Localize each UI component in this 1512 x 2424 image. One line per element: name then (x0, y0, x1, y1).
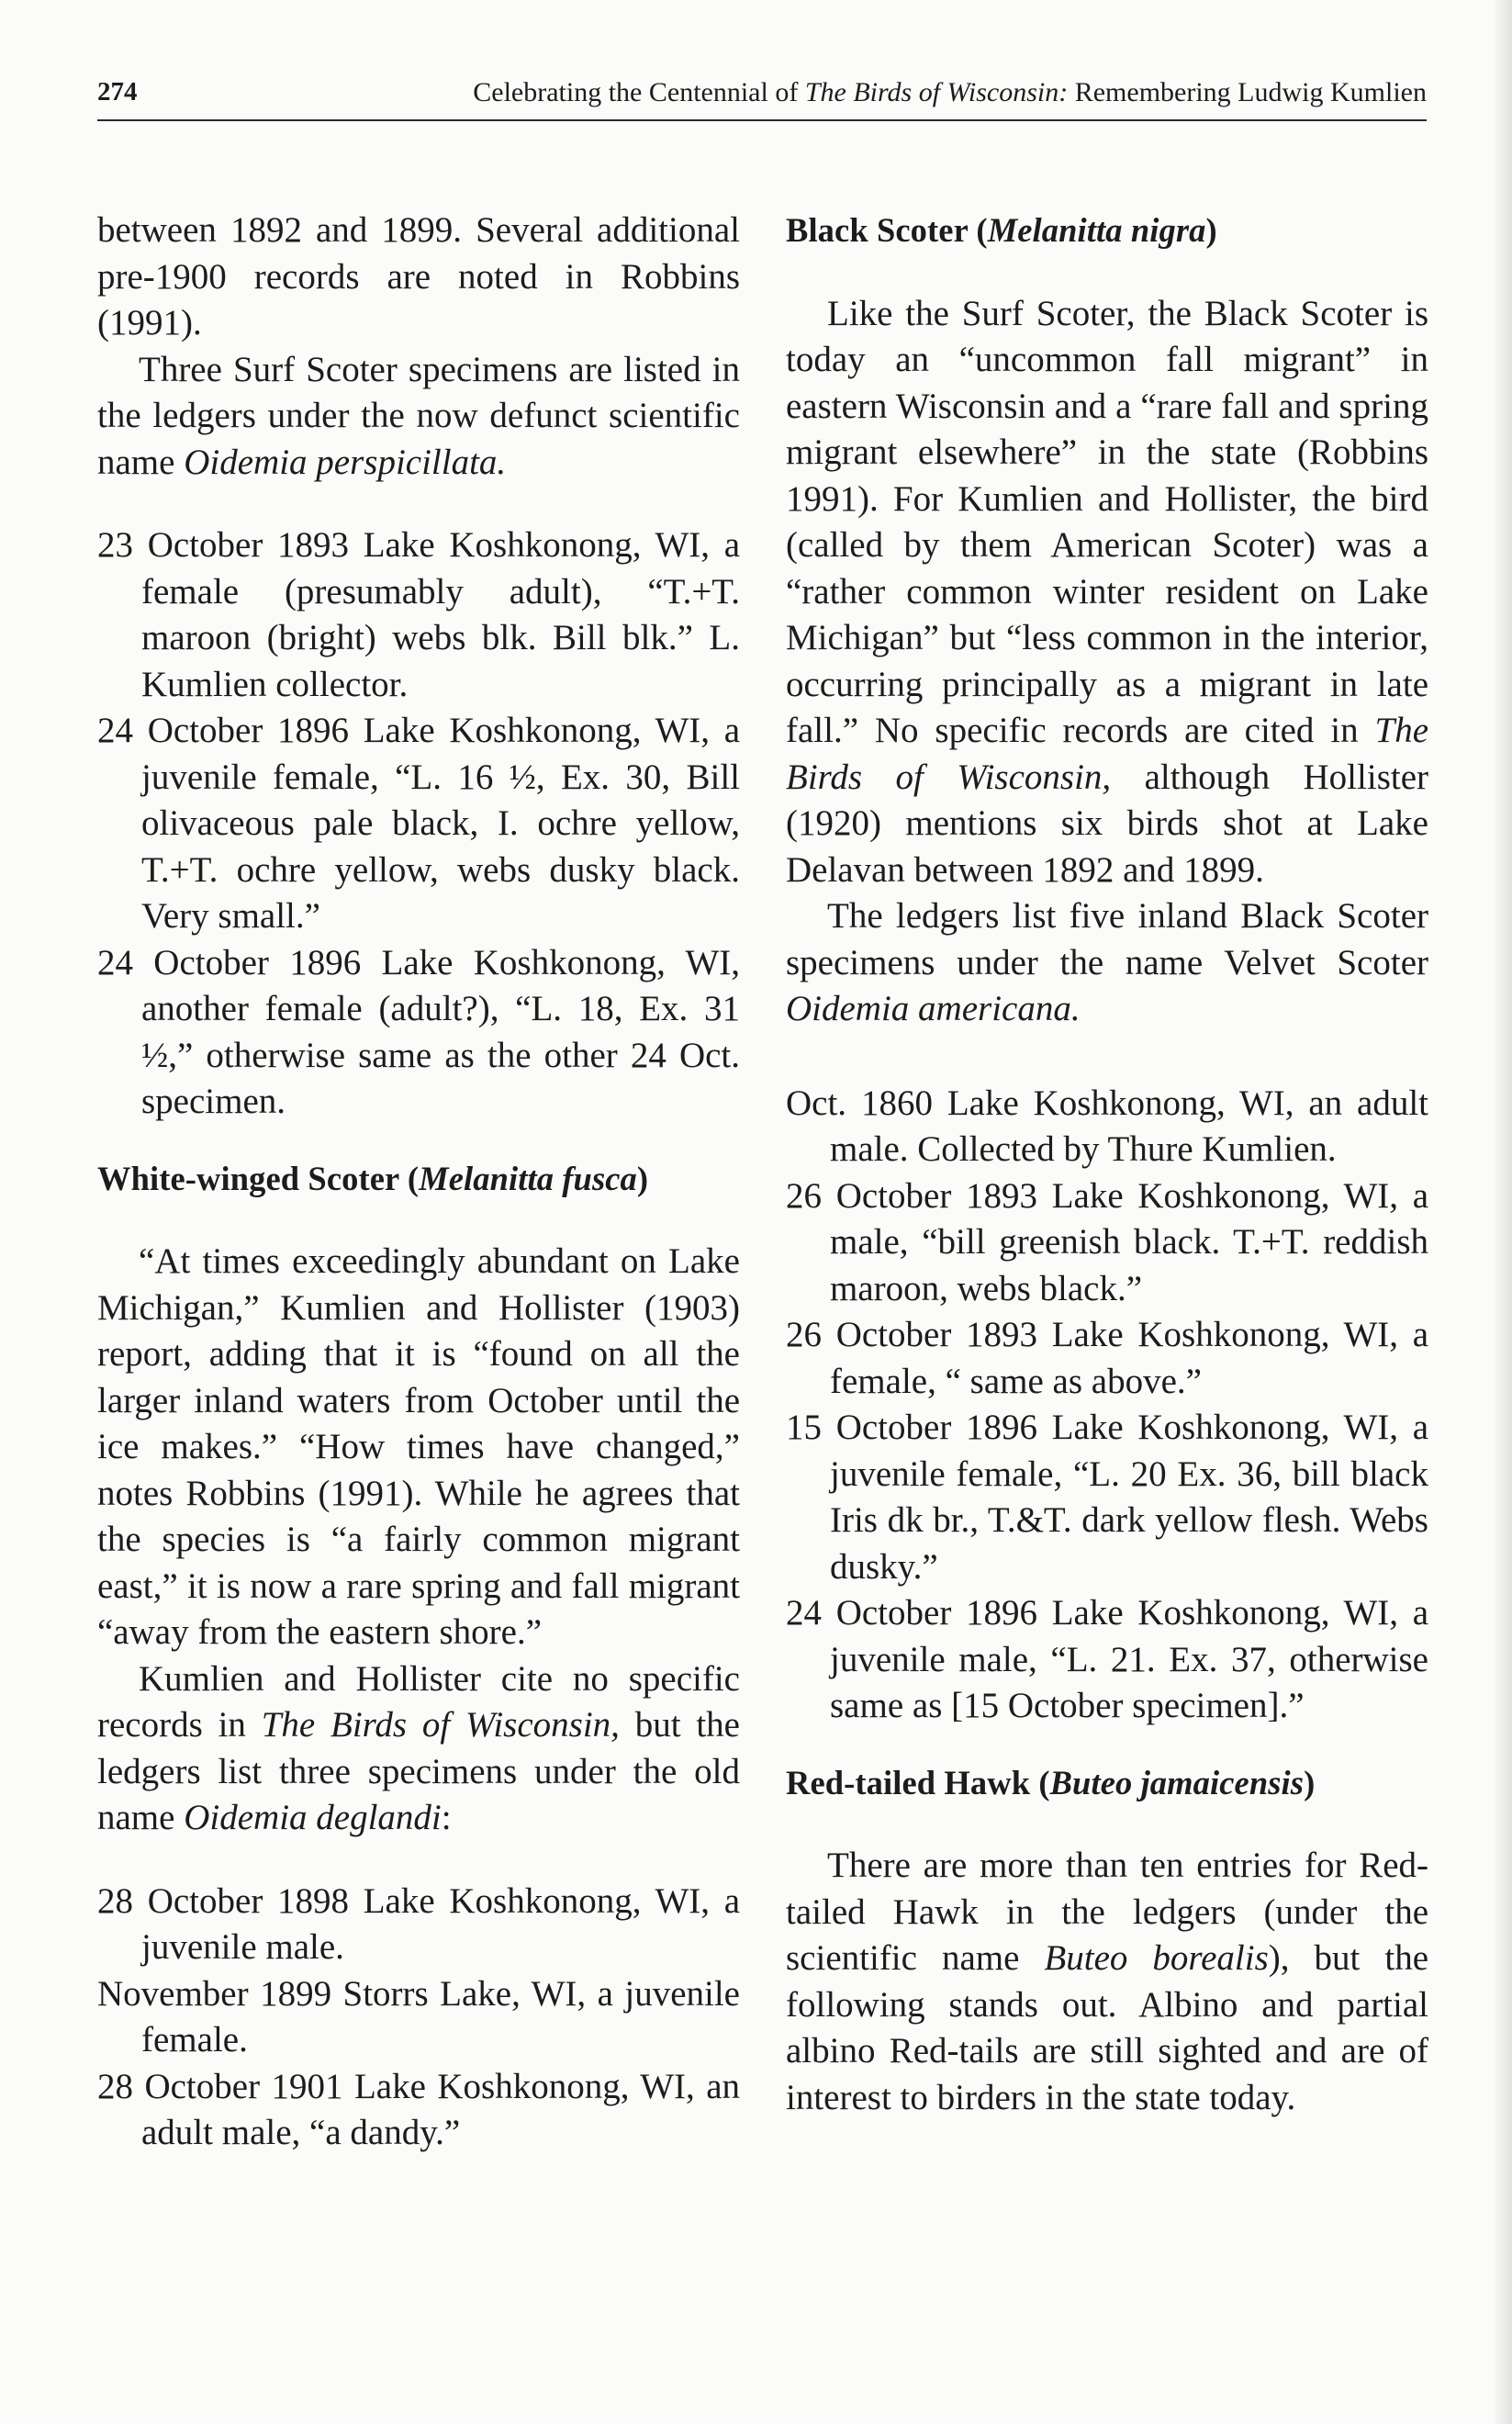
white-winged-scoter-paragraph: “At times exceedingly abundant on Lake Michigan,” Kumlien and Hollister (1903) report, adding that it is “found on all the larger inland waters from October until the ice makes.” “How times have changed,” notes Robbins (1991). While he agrees that the species is “a fairly common migrant east,” it is now a rare spring and fall migrant “away from the eastern shore.” (97, 1241, 740, 1652)
white-winged-scoter-ledger-paragraph: Kumlien and Hollister cite no specific records in The Birds of Wisconsin, but the ledgers list three specimens under the old name Oidemia deglandi: (97, 1658, 740, 1837)
specimen-record: 24 October 1896 Lake Koshkonong, WI, a juvenile female, “L. 16 ½, Ex. 30, Bill olivaceous pale black, I. ochre yellow, T.+T. ochre yellow, webs dusky black. Very small.” (97, 711, 740, 936)
black-scoter-ledger-paragraph: The ledgers list five inland Black Scoter specimens under the name Velvet Scoter Oidemia americana. (786, 896, 1428, 1028)
right-column (786, 208, 1428, 2121)
species-heading-red-tailed-hawk: Red-tailed Hawk (Buteo jamaicensis) (786, 1763, 1316, 1801)
red-tailed-hawk-paragraph: There are more than ten entries for Red-tailed Hawk in the ledgers (under the scientific name Buteo borealis), but the following stands out. Albino and partial albino Red-tails are still sighted and are of interest to birders in the state today. (786, 1846, 1429, 2117)
running-head: Celebrating the Centennial of The Birds of Wisconsin: Remembering Ludwig Kumlien (473, 77, 1427, 107)
specimen-record: 24 October 1896 Lake Koshkonong, WI, another female (adult?), “L. 18, Ex. 31 ½,” otherwise same as the other 24 Oct. specimen. (97, 942, 740, 1121)
specimen-record: 28 October 1901 Lake Koshkonong, WI, an adult male, “a dandy.” (97, 2066, 740, 2152)
specimen-record: 24 October 1896 Lake Koshkonong, WI, a juvenile male, “L. 21. Ex. 37, otherwise same as [15 October specimen].” (786, 1593, 1428, 1725)
specimen-record: November 1899 Storrs Lake, WI, a juvenile female. (97, 1973, 740, 2059)
specimen-record: 23 October 1893 Lake Koshkonong, WI, a female (presumably adult), “T.+T. maroon (bright) webs blk. Bill blk.” L. Kumlien collector. (97, 525, 740, 704)
header-rule (97, 119, 1427, 121)
left-column (97, 208, 740, 2157)
species-heading-white-winged-scoter: White-winged Scoter (Melanitta fusca) (97, 1159, 649, 1197)
specimen-record: 28 October 1898 Lake Koshkonong, WI, a juvenile male. (97, 1880, 740, 1967)
specimen-record: Oct. 1860 Lake Koshkonong, WI, an adult male. Collected by Thure Kumlien. (786, 1083, 1428, 1169)
surf-scoter-paragraph-end: between 1892 and 1899. Several additional pre-1900 records are noted in Robbins (1991). (97, 210, 740, 342)
page-edge-shadow (1492, 0, 1512, 2424)
page-number: 274 (97, 77, 138, 107)
specimen-record: 26 October 1893 Lake Koshkonong, WI, a female, “ same as above.” (786, 1315, 1428, 1401)
black-scoter-paragraph: Like the Surf Scoter, the Black Scoter is today an “uncommon fall migrant” in eastern Wisconsin and a “rare fall and spring migrant elsewhere” in the state (Robbins 1991). For Kumlien and Hollister, the bird (called by them American Scoter) was a “rather common winter resident on Lake Michigan” but “less common in the interior, occurring principally as a migrant in late fall.” No specific records are cited in The Birds of Wisconsin, although Hollister (1920) mentions six birds shot at Lake Delavan between 1892 and 1899. (786, 293, 1429, 890)
surf-scoter-ledger-paragraph: Three Surf Scoter specimens are listed in the ledgers under the now defunct scientific name Oidemia perspicillata. (97, 349, 740, 482)
specimen-record: 15 October 1896 Lake Koshkonong, WI, a juvenile female, “L. 20 Ex. 36, bill black Iris dk br., T.&T. dark yellow flesh. Webs dusky.” (786, 1408, 1428, 1587)
specimen-record: 26 October 1893 Lake Koshkonong, WI, a male, “bill greenish black. T.+T. reddish maroon, webs black.” (786, 1175, 1428, 1308)
species-heading-black-scoter: Black Scoter (Melanitta nigra) (786, 211, 1217, 249)
page-header (97, 72, 1427, 118)
